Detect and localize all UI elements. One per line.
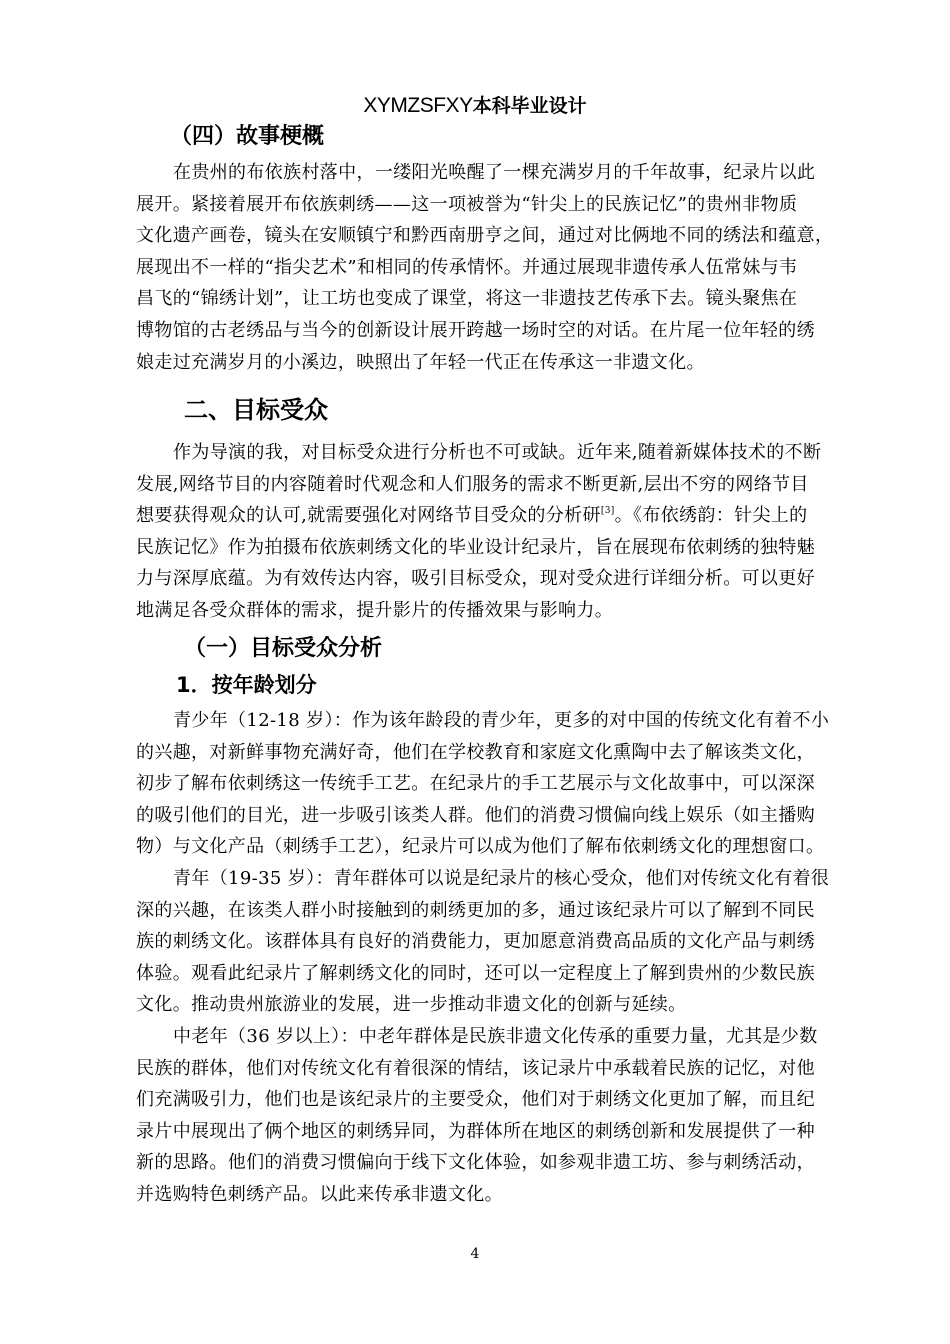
audience-heading: 二、目标受众 <box>184 396 328 424</box>
story-paragraph <box>136 157 852 378</box>
age-heading-block <box>176 670 892 700</box>
text-line: 展现出不一样的“指尖艺术”和相同的传承情怀。并通过展现非遗传承人伍常妹与韦 <box>136 256 798 278</box>
text-line <box>136 500 852 532</box>
text-line: 青年（19-35 岁）：青年群体可以说是纪录片的核心受众，他们对传统文化有着很 <box>173 868 830 889</box>
teen-paragraph <box>136 705 852 863</box>
text-line: 民族记忆》作为拍摄布依族刺绣文化的毕业设计纪录片，旨在展现布依刺绣的独特魅 <box>136 536 815 558</box>
text-line: 新的思路。他们的消费习惯偏向于线下文化体验，如参观非遗工坊、参与刺绣活动， <box>136 1152 815 1174</box>
story-heading: （四）故事梗概 <box>170 124 325 149</box>
text-line: 地满足各受众群体的需求，提升影片的传播效果与影响力。 <box>136 599 614 621</box>
text-line: 文化。推动贵州旅游业的发展，进一步推动非遗文化的创新与延续。 <box>136 994 687 1016</box>
analysis-heading-block <box>184 634 900 664</box>
story-heading-block <box>170 122 886 152</box>
page-number: 4 <box>470 1246 480 1262</box>
audience-paragraph <box>136 437 852 627</box>
text-segment: 。《布依绣韵：针尖上的 <box>614 505 808 527</box>
audience-heading-block <box>184 394 900 426</box>
text-line: 博物馆的古老绣品与当今的创新设计展开跨越一场时空的对话。在片尾一位年轻的绣 <box>136 319 815 341</box>
text-line: 体验。观看此纪录片了解刺绣文化的同时，还可以一定程度上了解到贵州的少数民族 <box>136 962 815 984</box>
text-line: 在贵州的布依族村落中，一缕阳光唤醒了一棵充满岁月的千年故事，纪录片以此 <box>173 162 816 183</box>
header-school-code: XYMZSFXY <box>363 94 473 117</box>
text-line: 物）与文化产品（刺绣手工艺），纪录片可以成为他们了解布依刺绣文化的理想窗口。 <box>136 836 825 858</box>
text-line: 民族的群体，他们对传统文化有着很深的情结，该记录片中承载着民族的记忆，对他 <box>136 1057 815 1079</box>
page-header <box>0 91 950 120</box>
analysis-heading: （一）目标受众分析 <box>184 636 383 661</box>
text-line: 发展,网络节目的内容随着时代观念和人们服务的需求不断更新,层出不穷的网络节目 <box>136 473 809 495</box>
text-segment: 想要获得观众的认可,就需要强化对网络节目受众的分析研 <box>136 505 601 527</box>
text-line: 昌飞的“锦绣计划”，让工坊也变成了课堂，将这一非遗技艺传承下去。镜头聚焦在 <box>136 288 798 310</box>
youth-paragraph <box>136 863 852 1021</box>
text-line: 并选购特色刺绣产品。以此来传承非遗文化。 <box>136 1183 503 1205</box>
text-line: 展开。紧接着展开布依族刺绣——这一项被誉为“针尖上的民族记忆”的贵州非物质 <box>136 193 798 215</box>
text-line: 们充满吸引力，他们也是该纪录片的主要受众，他们对于刺绣文化更加了解，而且纪 <box>136 1089 815 1111</box>
text-line: 族的刺绣文化。该群体具有良好的消费能力，更加愿意消费高品质的文化产品与刺绣 <box>136 931 815 953</box>
text-line: 作为导演的我，对目标受众进行分析也不可或缺。近年来,随着新媒体技术的不断 <box>173 442 822 463</box>
text-line: 青少年（12-18 岁）：作为该年龄段的青少年，更多的对中国的传统文化有着不小 <box>173 710 830 731</box>
text-line: 力与深厚底蕴。为有效传达内容，吸引目标受众，现对受众进行详细分析。可以更好 <box>136 568 815 590</box>
text-line: 的兴趣，对新鲜事物充满好奇，他们在学校教育和家庭文化熏陶中去了解该类文化， <box>136 741 815 763</box>
age-subheading: 1．按年龄划分 <box>176 673 317 697</box>
text-line: 录片中展现出了俩个地区的刺绣异同，为群体所在地区的刺绣创新和发展提供了一种 <box>136 1120 815 1142</box>
citation-ref: [3] <box>600 506 615 517</box>
header-title: 本科毕业设计 <box>472 95 587 117</box>
text-line: 初步了解布依刺绣这一传统手工艺。在纪录片的手工艺展示与文化故事中，可以深深 <box>136 773 815 795</box>
text-line: 文化遗产画卷，镜头在安顺镇宁和黔西南册亨之间，通过对比俩地不同的绣法和蕴意， <box>136 225 834 247</box>
text-line: 中老年（36 岁以上）：中老年群体是民族非遗文化传承的重要力量，尤其是少数 <box>173 1026 818 1047</box>
elder-paragraph <box>136 1021 852 1211</box>
text-line: 娘走过充满岁月的小溪边，映照出了年轻一代正在传承这一非遗文化。 <box>136 351 705 373</box>
text-line: 深的兴趣，在该类人群小时接触到的刺绣更加的多，通过该纪录片可以了解到不同民 <box>136 899 815 921</box>
text-line: 的吸引他们的目光，进一步吸引该类人群。他们的消费习惯偏向线上娱乐（如主播购 <box>136 804 815 826</box>
